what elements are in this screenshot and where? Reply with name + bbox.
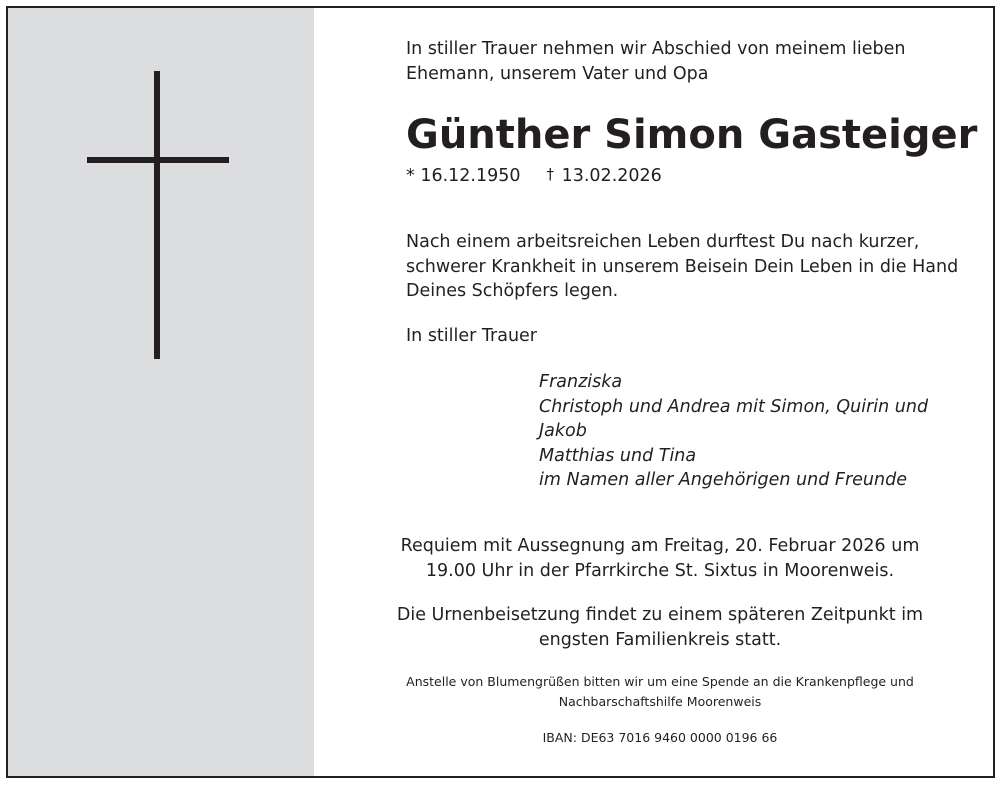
urn-line-1: Die Urnenbeisetzung findet zu einem späteren Zeitpunkt im	[396, 605, 924, 625]
cross-vertical-bar	[154, 71, 160, 359]
dagger-icon: †	[546, 165, 555, 183]
death-date-group	[547, 166, 662, 186]
requiem-line-2: 19.00 Uhr in der Pfarrkirche St. Sixtus in Moorenweis.	[425, 560, 895, 581]
intro-text	[406, 37, 905, 86]
birth-date: * 16.12.1950	[406, 166, 521, 186]
cross-icon	[87, 71, 229, 359]
mourning-label: In stiller Trauer	[406, 326, 537, 346]
family-member: im Namen aller Angehörigen und Freunde	[539, 470, 907, 490]
death-date: 13.02.2026	[561, 166, 662, 186]
donation-request	[382, 672, 938, 712]
body-line-1: Nach einem arbeitsreichen Leben durftest Du nach kurzer,	[406, 232, 920, 252]
intro-line-1: In stiller Trauer nehmen wir Abschied von meinem lieben	[406, 39, 906, 59]
requiem-info	[382, 534, 938, 583]
body-text	[406, 230, 958, 304]
family-member: Franziska	[539, 372, 623, 392]
body-line-3: Deines Schöpfers legen.	[406, 281, 619, 301]
body-line-2: schwerer Krankheit in unserem Beisein Dein Leben in die Hand	[406, 256, 959, 277]
iban: IBAN: DE63 7016 9460 0000 0196 66	[542, 730, 778, 745]
family-member: Christoph und Andrea mit Simon, Quirin und	[539, 396, 929, 417]
obituary-notice	[6, 6, 995, 778]
urn-burial-info	[382, 603, 938, 652]
family-list	[539, 370, 928, 493]
requiem-line-1: Requiem mit Aussegnung am Freitag, 20. Februar 2026 um	[400, 536, 920, 556]
donation-line-1: Anstelle von Blumengrüßen bitten wir um eine Spende an die Krankenpflege und	[406, 674, 914, 689]
urn-line-2: engsten Familienkreis statt.	[538, 629, 782, 650]
deceased-name: Günther Simon Gasteiger	[406, 112, 978, 158]
family-member: Matthias und Tina	[539, 445, 697, 466]
intro-line-2: Ehemann, unserem Vater und Opa	[406, 63, 709, 84]
life-dates	[406, 164, 662, 189]
family-member: Jakob	[539, 421, 587, 441]
left-grey-panel	[8, 8, 314, 776]
cross-horizontal-bar	[87, 157, 229, 163]
donation-line-2: Nachbarschaftshilfe Moorenweis	[558, 694, 762, 709]
